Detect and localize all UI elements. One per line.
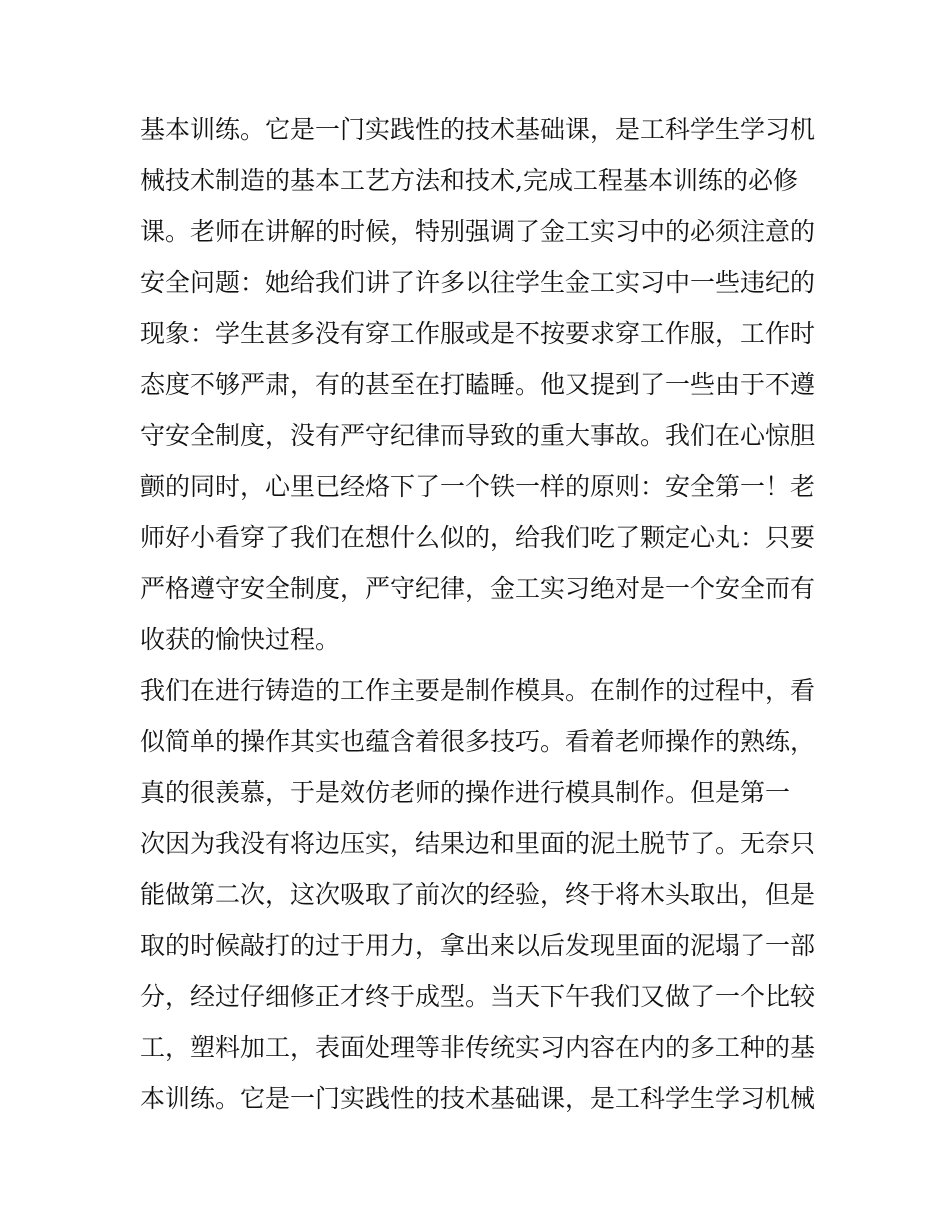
text-line: 取的时候敲打的过于用力，拿出来以后发现里面的泥塌了一部 — [140, 931, 816, 960]
text-line: 我们在进行铸造的工作主要是制作模具。在制作的过程中，看 — [140, 676, 816, 705]
text-line: 似简单的操作其实也蕴含着很多技巧。看着老师操作的熟练， — [140, 727, 816, 756]
text-line: 工，塑料加工，表面处理等非传统实习内容在内的多工种的基 — [140, 1033, 816, 1062]
document-body — [140, 104, 820, 1124]
text-line: 守安全制度，没有严守纪律而导致的重大事故。我们在心惊胆 — [140, 421, 816, 450]
text-line: 颤的同时，心里已经烙下了一个铁一样的原则：安全第一！老 — [140, 472, 816, 501]
text-line: 安全问题：她给我们讲了许多以往学生金工实习中一些违纪的 — [140, 268, 816, 297]
text-line: 次因为我没有将边压实，结果边和里面的泥土脱节了。无奈只 — [140, 829, 816, 858]
text-line: 现象：学生甚多没有穿工作服或是不按要求穿工作服，工作时 — [140, 319, 816, 348]
text-line: 分，经过仔细修正才终于成型。当天下午我们又做了一个比较 — [140, 982, 816, 1011]
text-line: 师好小看穿了我们在想什么似的，给我们吃了颗定心丸：只要 — [140, 523, 816, 552]
text-line: 收获的愉快过程。 — [140, 625, 341, 654]
text-line: 基本训练。它是一门实践性的技术基础课，是工科学生学习机 — [140, 115, 816, 144]
text-line: 严格遵守安全制度，严守纪律，金工实习绝对是一个安全而有 — [140, 574, 816, 603]
text-line: 械技术制造的基本工艺方法和技术,完成工程基本训练的必修 — [140, 166, 798, 195]
text-line: 真的很羡慕，于是效仿老师的操作进行模具制作。但是第一 — [140, 778, 791, 807]
text-line: 态度不够严肃，有的甚至在打瞌睡。他又提到了一些由于不遵 — [140, 370, 816, 399]
text-line: 课。老师在讲解的时候，特别强调了金工实习中的必须注意的 — [140, 217, 816, 246]
text-line: 本训练。它是一门实践性的技术基础课，是工科学生学习机械 — [140, 1084, 816, 1113]
text-line: 能做第二次，这次吸取了前次的经验，终于将木头取出，但是 — [140, 880, 816, 909]
